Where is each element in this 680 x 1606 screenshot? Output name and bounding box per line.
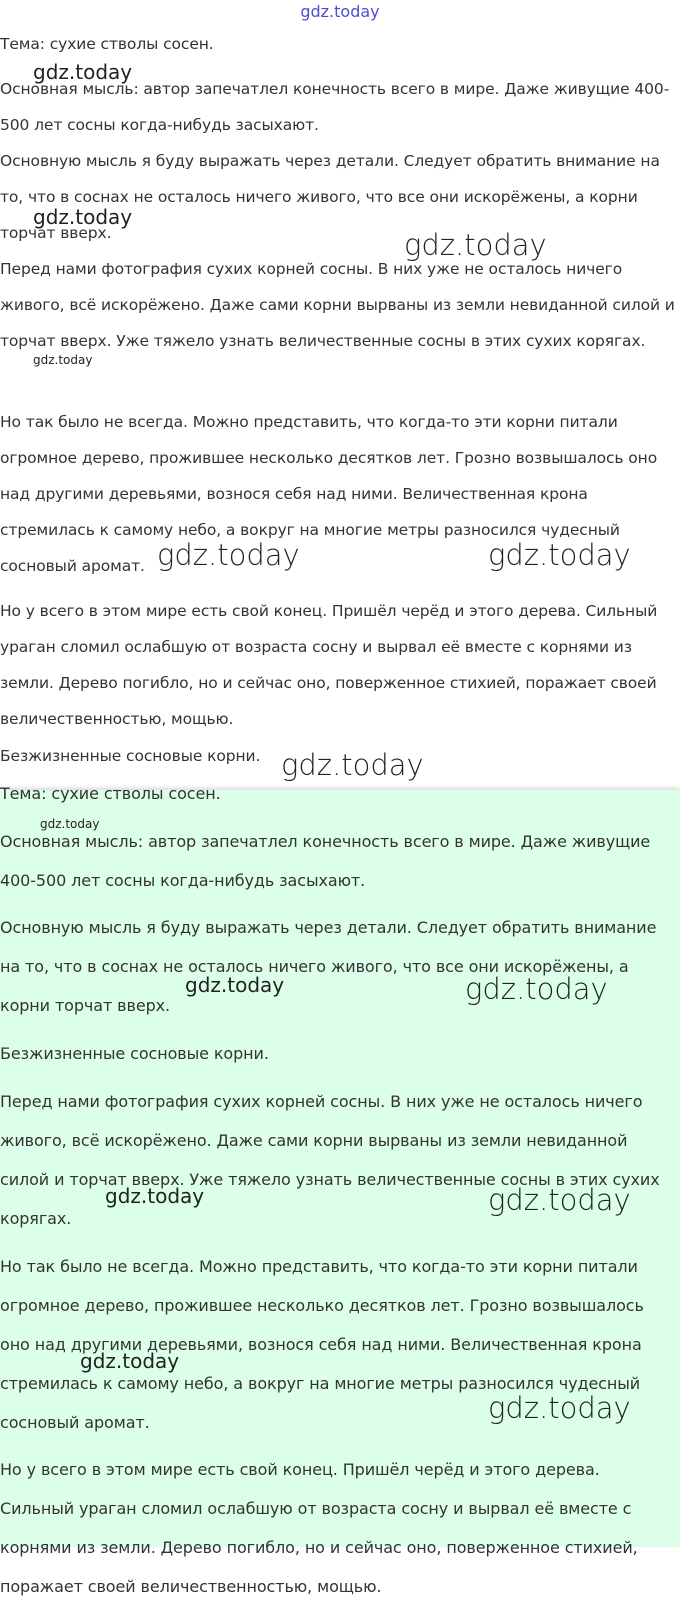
title-line: Безжизненные сосновые корни. <box>0 1044 269 1063</box>
paragraph-1: Перед нами фотография сухих корней сосны. В них уже не осталось ничего живого, всё искорёжено. Даже сами корни вырваны из земли невиданной силой и торчат вверх. Уже тяжело узнать величественные сосны в этих сухих корягах. <box>0 1092 660 1228</box>
watermark: gdz.today <box>488 538 631 572</box>
answer-panel-2 <box>0 784 680 1596</box>
watermark: gdz.today <box>488 1391 631 1425</box>
details-text: Основную мысль я буду выражать через детали. Следует обратить внимание на то, что в соснах не осталось ничего живого, что все они искорёжены, а корни торчат вверх. <box>0 918 657 1015</box>
paragraph-2: Но так было не всегда. Можно представить, что когда-то эти корни питали огромное дерево, прожившее несколько десятков лет. Грозно возвышалось оно над другими деревьями, вознося себя над ними. Величественная крона стремилась к самому небо, а вокруг на многие метры разносился чудесный сосновый аромат. <box>0 1257 644 1432</box>
main-idea-text: Основная мысль: автор запечатлел конечность всего в мире. Даже живущие 400-500 лет сосны когда-нибудь засыхают. <box>0 80 670 134</box>
paragraph-2: Но так было не всегда. Можно представить, что когда-то эти корни питали огромное дерево, прожившее несколько десятков лет. Грозно возвышалось оно над другими деревьями, вознося себя над ними. Величественная крона стремилась к самому небо, а вокруг на многие метры разносился чудесный сосновый аромат. <box>0 413 658 575</box>
paragraph-3: Но у всего в этом мире есть свой конец. Пришёл черёд и этого дерева. Сильный ураган сломил ослабшую от возраста сосну и вырвал её вместе с корнями из земли. Дерево погибло, но и сейчас оно, поверженное стихией, поражает своей величественностью, мощью. <box>0 602 658 728</box>
watermark: gdz.today <box>33 205 133 229</box>
theme-text: Тема: сухие стволы сосен. <box>0 784 221 803</box>
watermark: gdz.today <box>185 973 285 997</box>
watermark: gdz.today <box>33 353 93 367</box>
title-line: Безжизненные сосновые корни. <box>0 747 261 765</box>
watermark: gdz.today <box>465 972 608 1006</box>
details-text: Основную мысль я буду выражать через детали. Следует обратить внимание на то, что в соснах не осталось ничего живого, что все они искорёжены, а корни торчат вверх. <box>0 152 660 242</box>
watermark: gdz.today <box>105 1184 205 1208</box>
paragraph-3: Но у всего в этом мире есть свой конец. Пришёл черёд и этого дерева. Сильный ураган сломил ослабшую от возраста сосну и вырвал её вместе с корнями из земли. Дерево погибло, но и сейчас оно, поверженное стихией, поражает своей величественностью, мощью. <box>0 1460 638 1596</box>
watermark: gdz.today <box>80 1349 180 1373</box>
theme-text: Тема: сухие стволы сосен. <box>0 35 214 53</box>
watermark: gdz.today <box>488 1183 631 1217</box>
watermark: gdz.today <box>404 228 547 262</box>
watermark: gdz.today <box>281 748 424 782</box>
paragraph-1: Перед нами фотография сухих корней сосны. В них уже не осталось ничего живого, всё искорёжено. Даже сами корни вырваны из земли невиданной силой и торчат вверх. Уже тяжело узнать величественные сосны в этих сухих корягах. <box>0 260 675 350</box>
watermark: gdz.today <box>40 817 100 831</box>
watermark: gdz.today <box>33 60 133 84</box>
main-idea-text: Основная мысль: автор запечатлел конечность всего в мире. Даже живущие 400-500 лет сосны когда-нибудь засыхают. <box>0 832 651 890</box>
watermark: gdz.today <box>157 538 300 572</box>
answer-panel-1 <box>0 0 680 790</box>
site-watermark-top: gdz.today <box>300 2 380 21</box>
